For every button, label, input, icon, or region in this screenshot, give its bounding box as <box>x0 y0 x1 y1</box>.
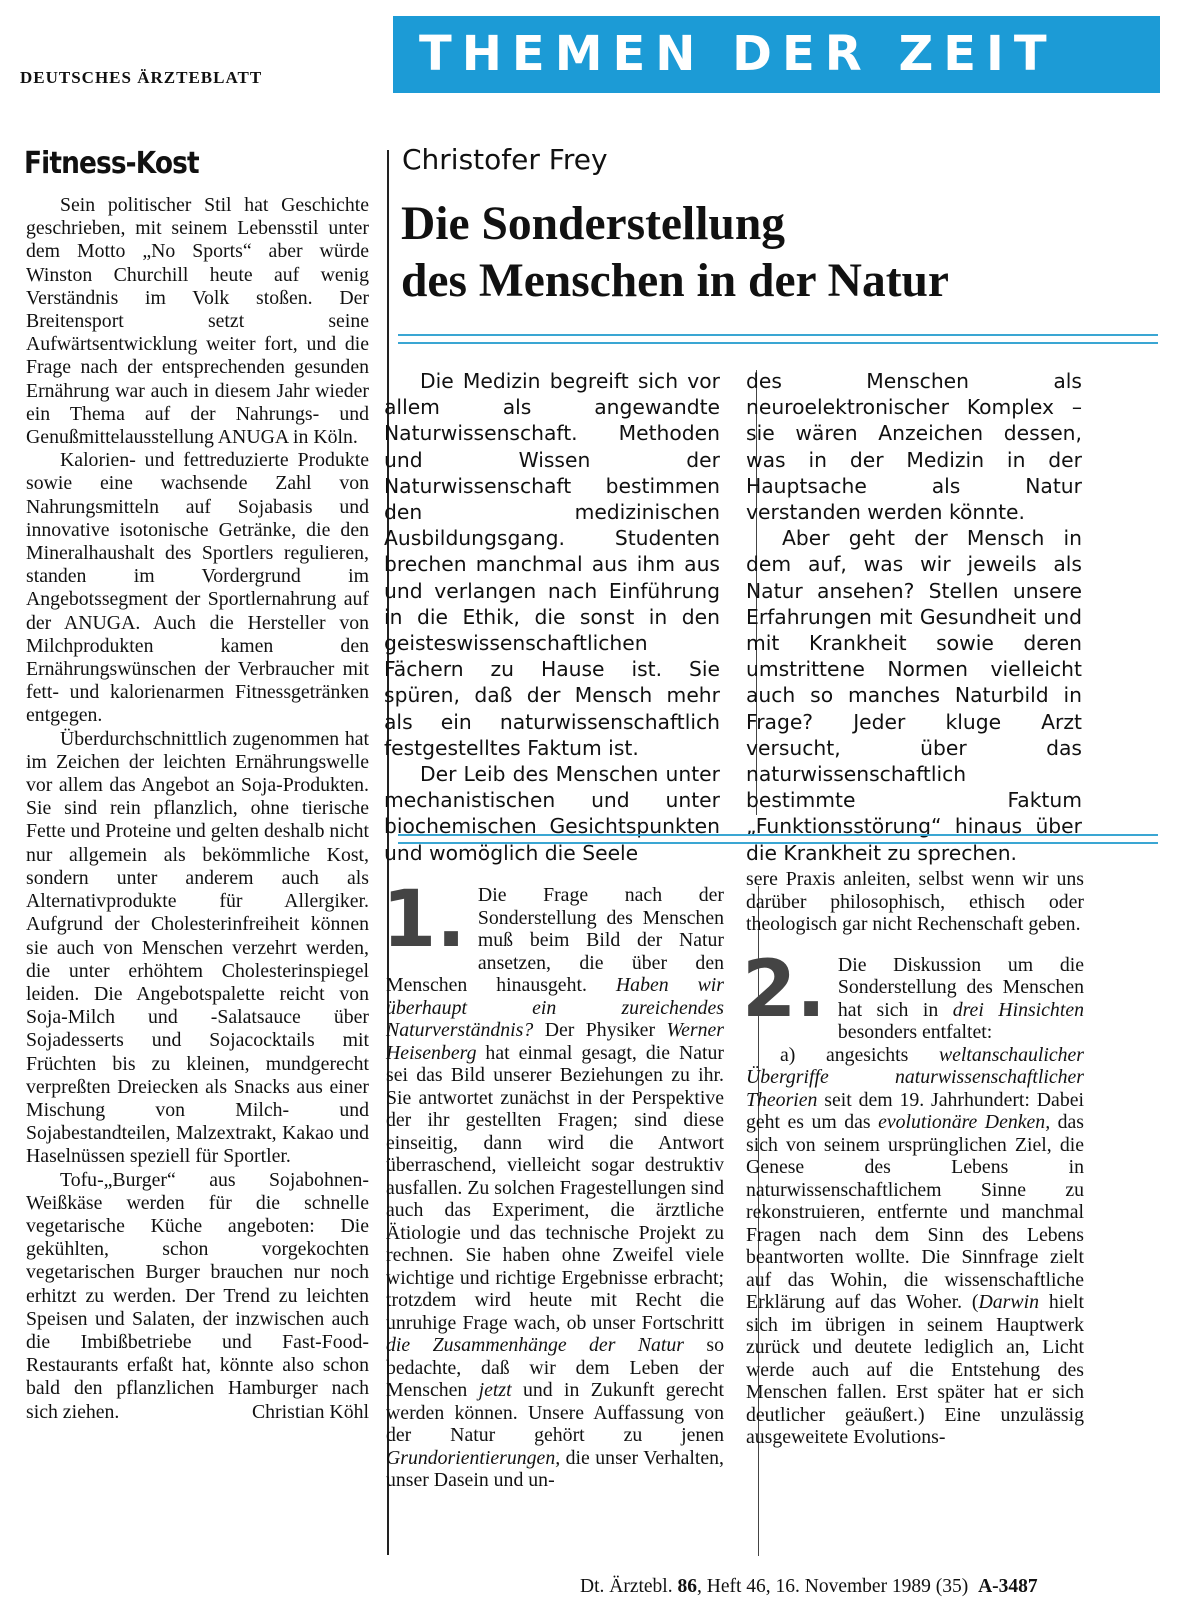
lead-left-column <box>384 368 720 866</box>
sidebar-text <box>26 194 369 1424</box>
sidebar-title: Fitness-Kost <box>24 146 199 181</box>
body-right-column <box>742 868 1084 1449</box>
sidebar-paragraph: Überdurchschnittlich zugenommen hat im Zeichen der leichten Ernährungswelle vor allem das Angebot an Soja-Produkten. Sie sind rein pflanzlich, ohne tierische Fette und Proteine und gelten deshalb nicht nur allgemein als bekömmliche Kost, sondern unter anderem auch als Alternativprodukte für Allergiker. Aufgrund der Cholesterinfreiheit können sie auch von Menschen verzehrt werden, die unter erhöhtem Cholesterinspiegel leiden. Die Angebotspalette reicht von Soja-Milch und -Salatsauce über Sojadesserts und Sojacocktails mit Früchten bis zu kleinen, mundgerecht verpreßten Dreiecken als Snacks aus einer Mischung von Milch- und Sojabestandteilen, Malzextrakt, Kakao und Haselnüssen speziell für Sportler. <box>26 727 369 1168</box>
footer-issue: , Heft 46, 16. November 1989 (35) <box>696 1576 969 1597</box>
section-numeral: 1. <box>382 875 466 965</box>
headline-line: Die Sonderstellung <box>401 198 785 250</box>
footer-journal: Dt. Ärztebl. <box>580 1576 673 1597</box>
body-paragraph: Die Frage nach der Sonderstellung des Menschen muß beim Bild der Natur ansetzen, die über den Menschen hinausgeht. Haben wir überhaupt ein zureichendes Naturverständnis? Der Physiker Werner Heisenberg hat einmal gesagt, die Natur sei das Bild unserer Beziehungen zu ihr. Sie antwortet zunächst in der Perspektive der ihr gestellten Fragen; sind diese einseitig, dann wird die Antwort überraschend, vielleicht sogar destruktiv ausfallen. Zu solchen Fragestellungen sind auch das Experiment, die ärztliche Ätiologie und das technische Projekt zu rechnen. Sie haben ohne Zweifel viele wichtige und richtige Ergebnisse erbracht; trotzdem wird heute mit Recht die unruhige Frage wach, ob unser Fortschritt die Zusammenhänge der Natur so bedachte, daß wir dem Leben der Menschen jetzt und in Zukunft gerecht werden können. Unsere Auffassung von der Natur gehört zu jenen Grundorientierungen, die unser Verhalten, unser Dasein und un- <box>386 884 724 1491</box>
sidebar-paragraph: Kalorien- und fettreduzierte Produkte sowie eine wachsende Zahl von Nahrungsmitteln auf Sojabasis und innovative isotonische Getränke, die den Mineralhaushalt des Sportlers regulieren, standen im Vordergrund im Angebotssegment der Sportlernahrung auf der ANUGA. Auch die Hersteller von Milchprodukten kamen den Ernährungswünschen der Verbraucher mit fett- und kalorienarmen Fitnessgetränken entgegen. <box>26 449 369 727</box>
lead-paragraph: Aber geht der Mensch in dem auf, was wir jeweils als Natur ansehen? Stellen unsere Erfahrungen mit Gesundheit und mit Krankheit sowie deren umstrittene Normen vielleicht auch so manches Naturbild in Frage? Jeder kluge Arzt versucht, über das naturwissenschaftlich bestimmte Faktum „Funktionsstörung“ hinaus über die Krankheit zu sprechen. <box>746 526 1082 865</box>
lead-right-column <box>746 368 1082 866</box>
double-rule <box>398 834 1158 844</box>
sidebar-paragraph: Tofu-„Burger“ aus Sojabohnen-Weißkäse werden für die schnelle vegetarische Küche angeboten: Die gekühlten, schon vorgekochten vegetarischen Burger brauchen nur noch erhitzt zu werden. Der Trend zu leichten Speisen und Salaten, der inzwischen auch die Imbißbetriebe und Fast-Food-Restaurants erfaßt hat, könnte also schon bald den pflanzlichen Hamburger nach sich ziehen. <box>26 1168 369 1423</box>
body-paragraph: sere Praxis anleiten, selbst wenn wir uns darüber philosophisch, ethisch oder theologisch gar nicht Rechenschaft geben. <box>746 868 1084 935</box>
publication-name: DEUTSCHES ÄRZTEBLATT <box>20 68 263 87</box>
body-left-column <box>382 875 724 1492</box>
section-banner: THEMEN DER ZEIT <box>393 16 1160 93</box>
page-footer <box>580 1576 1038 1598</box>
body-paragraph: Die Diskussion um die Sonderstellung des Menschen hat sich in drei Hinsichten besonders entfaltet: <box>837 953 1084 1043</box>
sidebar-author: Christian Köhl <box>251 1400 369 1423</box>
lead-paragraph: Der Leib des Menschen unter mechanistischen und unter biochemischen Gesichtspunkten und womöglich die Seele <box>384 762 720 865</box>
footer-volume: 86 <box>677 1576 697 1597</box>
footer-page: A-3487 <box>978 1576 1038 1597</box>
section-numeral: 2. <box>742 944 826 1035</box>
body-paragraph: a) angesichts weltanschaulicher Übergriffe naturwissenschaftlicher Theorien seit dem 19. Jahrhundert: Dabei geht es um das evolutionäre Denken, das sich von seinem ursprünglichen Ziel, die Genese des Lebens in naturwissenschaftlichem Sinne zu rekonstruieren, entfernte und manchmal Fragen nach dem Sinn des Lebens beantworten wollte. Die Sinnfrage zielt auf das Wohin, die wissenschaftliche Erklärung auf das Woher. (Darwin hielt sich im übrigen in seinem Hauptwerk zurück und deutete lediglich an, Licht werde auch auf die Entstehung des Menschen fallen. Erst später hat er sich deutlicher geäußert.) Eine unzulässig ausgeweitete Evolutions- <box>746 1043 1084 1448</box>
lead-paragraph: Die Medizin begreift sich vor allem als angewandte Naturwissenschaft. Methoden und Wissen der Naturwissenschaft bestimmen den medizinischen Ausbildungsgang. Studenten brechen manchmal aus ihm aus und verlangen nach Einführung in die Ethik, die sonst in den geisteswissenschaftlichen Fächern zu Hause ist. Sie spüren, daß der Mensch mehr als ein naturwissenschaftlich festgestelltes Faktum ist. <box>384 369 720 760</box>
headline-line: des Menschen in der Natur <box>401 255 950 307</box>
double-rule <box>398 334 1158 344</box>
sidebar-paragraph: Sein politischer Stil hat Geschichte geschrieben, mit seinem Lebensstil unter dem Motto „No Sports“ aber würde Winston Churchill heute auf wenig Verständnis im Volk stoßen. Der Breitensport setzt seine Aufwärtsentwicklung weiter fort, und die Frage nach der entsprechenden gesunden Ernährung war auch in diesem Jahr wieder ein Thema auf der Nahrungs- und Genußmittelausstellung ANUGA in Köln. <box>26 194 369 449</box>
lead-paragraph: des Menschen als neuroelektronischer Komplex – sie wären Anzeichen dessen, was in der Medizin in der Hauptsache als Natur verstanden werden könnte. <box>746 369 1082 525</box>
article-headline <box>401 196 1161 310</box>
article-author: Christofer Frey <box>402 143 608 176</box>
